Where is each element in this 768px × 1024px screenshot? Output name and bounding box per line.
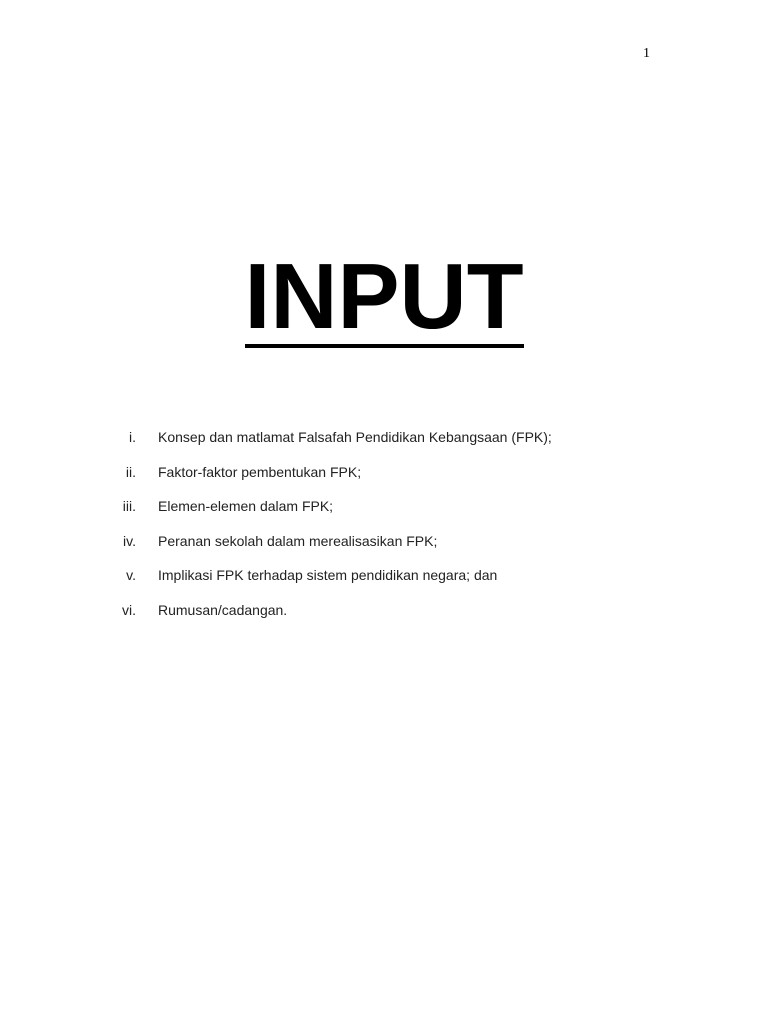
page-number: 1 (643, 46, 650, 61)
title-block (0, 244, 768, 348)
list-item (0, 564, 768, 599)
list-numeral: iv. (123, 532, 136, 549)
list-item-text: Elemen-elemen dalam FPK; (158, 498, 334, 515)
list-numeral: v. (126, 567, 136, 584)
list-item-text: Implikasi FPK terhadap sistem pendidikan negara; dan (158, 567, 498, 584)
list-numeral: iii. (122, 498, 136, 515)
list-item-text: Konsep dan matlamat Falsafah Pendidikan Kebangsaan (FPK); (158, 429, 552, 445)
list-item (0, 426, 768, 461)
objectives-list (0, 426, 768, 634)
list-item (0, 461, 768, 496)
list-numeral: i. (129, 429, 136, 445)
list-item-text: Faktor-faktor pembentukan FPK; (158, 463, 362, 480)
list-item (0, 599, 768, 634)
list-item-text: Peranan sekolah dalam merealisasikan FPK; (158, 532, 438, 549)
list-numeral: vi. (122, 601, 136, 618)
list-item (0, 495, 768, 530)
list-numeral: ii. (125, 463, 136, 480)
page-title: INPUT (244, 244, 524, 348)
list-item (0, 530, 768, 565)
list-item-text: Rumusan/cadangan. (158, 601, 288, 618)
